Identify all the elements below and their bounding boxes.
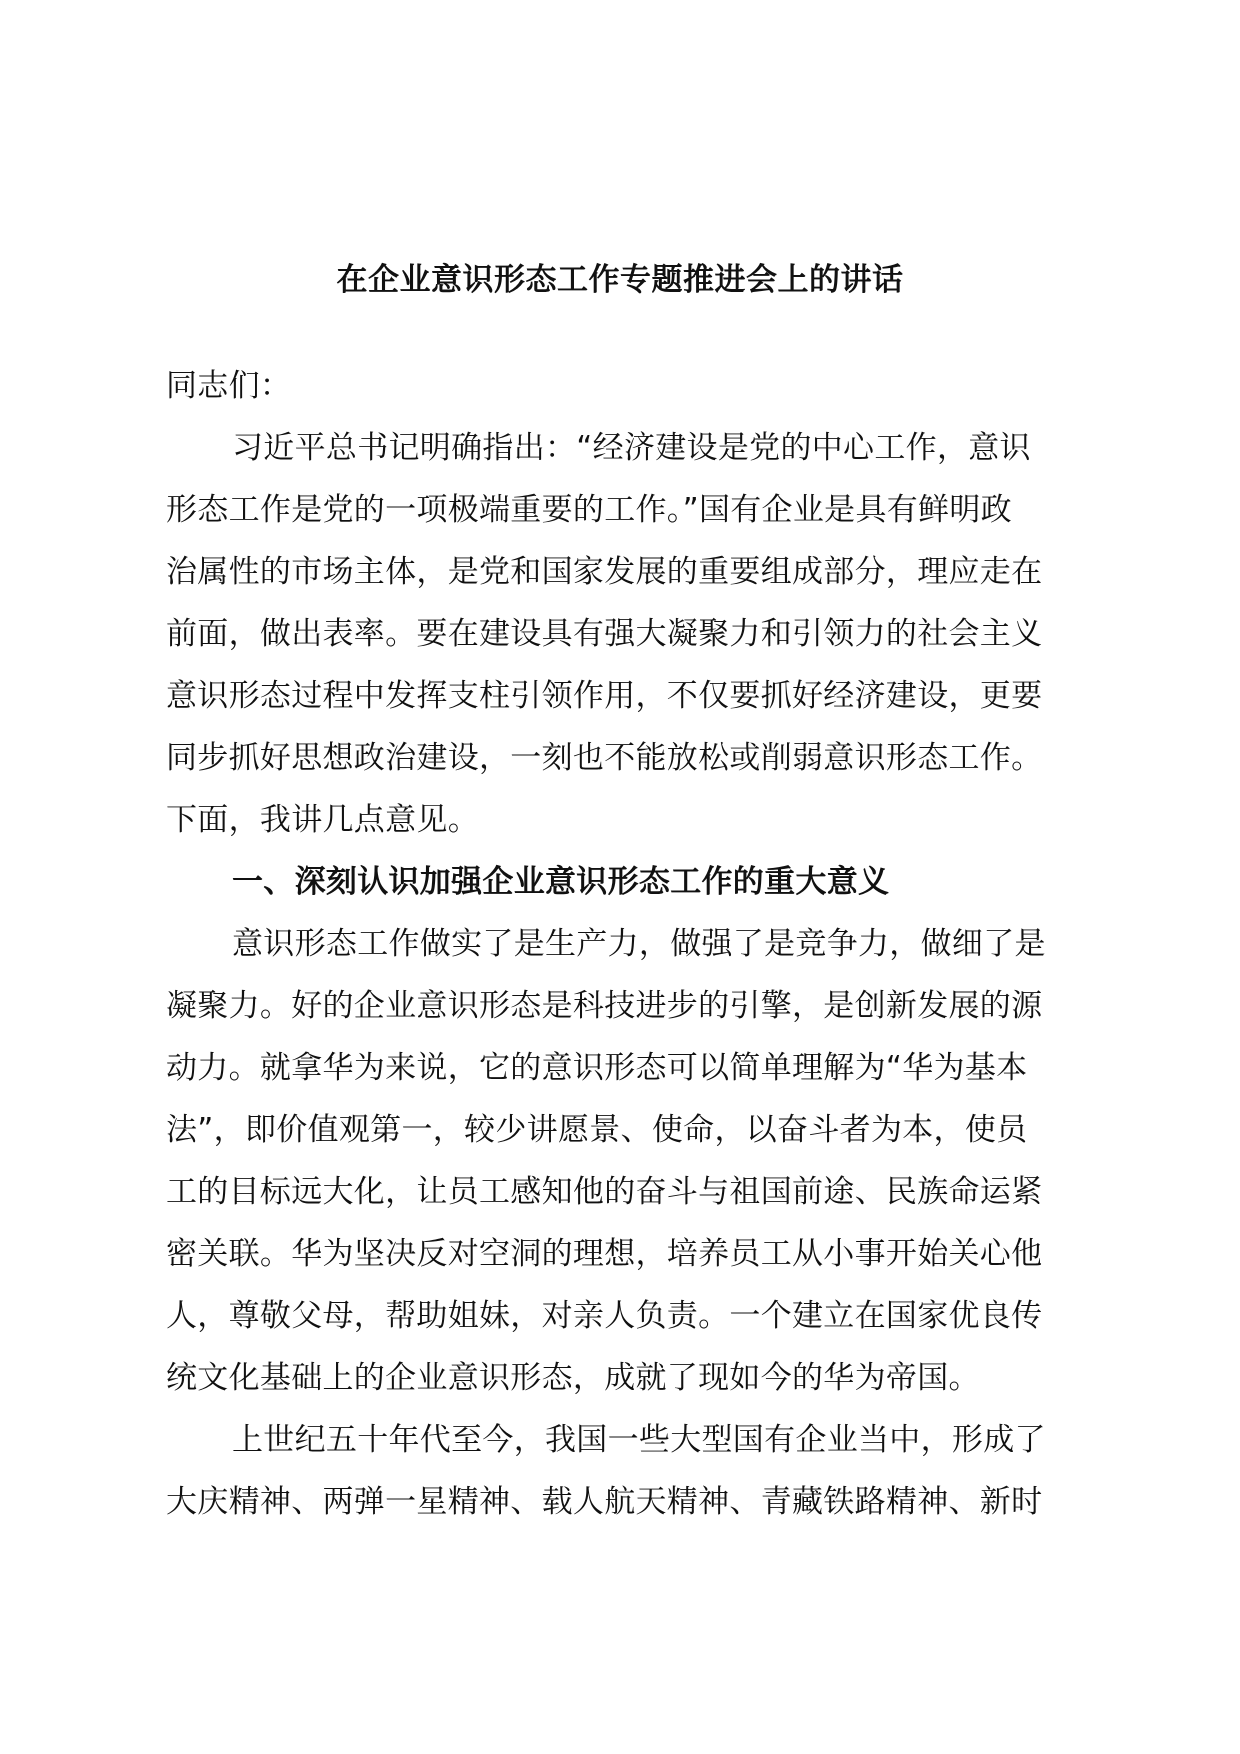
paragraph-line: 形态工作是党的一项极端重要的工作。”国有企业是具有鲜明政 — [166, 492, 1012, 528]
paragraph-line: 习近平总书记明确指出：“经济建设是党的中心工作，意识 — [232, 430, 1031, 466]
paragraph-line: 密关联。华为坚决反对空洞的理想，培养员工从小事开始关心他 — [166, 1236, 1043, 1272]
paragraph-line: 工的目标远大化，让员工感知他的奋斗与祖国前途、民族命运紧 — [166, 1174, 1043, 1210]
paragraph-line: 大庆精神、两弹一星精神、载人航天精神、青藏铁路精神、新时 — [166, 1484, 1043, 1520]
paragraph-line: 法”，即价值观第一，较少讲愿景、使命，以奋斗者为本，使员 — [166, 1112, 1028, 1148]
paragraph-line: 凝聚力。好的企业意识形态是科技进步的引擎，是创新发展的源 — [166, 988, 1043, 1024]
paragraph-3 — [166, 1409, 1096, 1533]
paragraph-2 — [166, 913, 1096, 1409]
paragraph-1 — [166, 417, 1096, 851]
document-body — [166, 355, 1096, 1533]
paragraph-line: 前面，做出表率。要在建设具有强大凝聚力和引领力的社会主义 — [166, 616, 1043, 652]
section-heading: 一、深刻认识加强企业意识形态工作的重大意义 — [232, 864, 890, 900]
paragraph-line: 意识形态工作做实了是生产力，做强了是竞争力，做细了是 — [232, 926, 1046, 962]
document-title: 在企业意识形态工作专题推进会上的讲话 — [336, 262, 904, 298]
greeting: 同志们： — [166, 368, 292, 404]
paragraph-line: 人，尊敬父母，帮助姐妹，对亲人负责。一个建立在国家优良传 — [166, 1298, 1043, 1334]
paragraph-line: 意识形态过程中发挥支柱引领作用，不仅要抓好经济建设，更要 — [166, 678, 1043, 714]
paragraph-line: 治属性的市场主体，是党和国家发展的重要组成部分，理应走在 — [166, 554, 1043, 590]
paragraph-line: 上世纪五十年代至今，我国一些大型国有企业当中，形成了 — [232, 1422, 1046, 1458]
paragraph-line: 同步抓好思想政治建设，一刻也不能放松或削弱意识形态工作。 — [166, 740, 1043, 776]
paragraph-line: 下面，我讲几点意见。 — [166, 802, 479, 838]
paragraph-line: 统文化基础上的企业意识形态，成就了现如今的华为帝国。 — [166, 1360, 980, 1396]
paragraph-line: 动力。就拿华为来说，它的意识形态可以简单理解为“华为基本 — [166, 1050, 1028, 1086]
